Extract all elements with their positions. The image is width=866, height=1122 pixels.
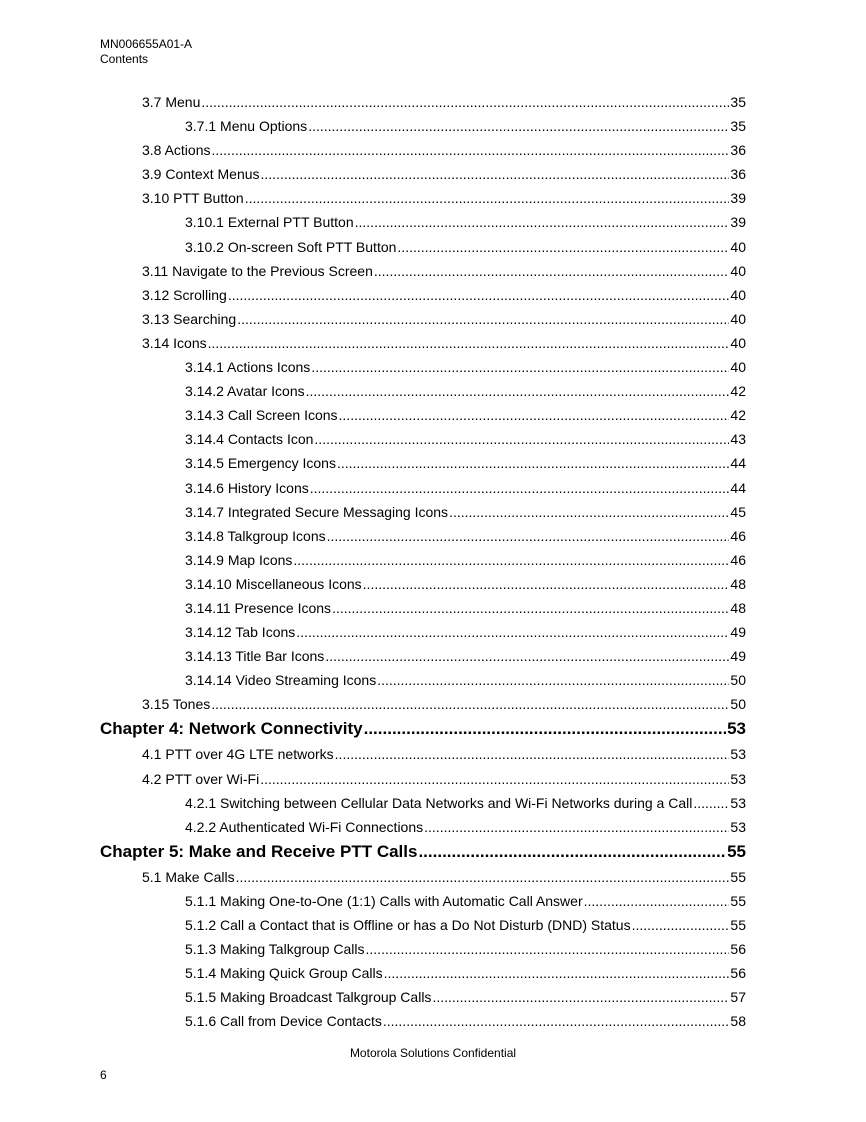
toc-entry[interactable]	[100, 379, 746, 403]
toc-entry[interactable]	[100, 937, 746, 961]
toc-leader-dots	[228, 283, 730, 307]
toc-leader-dots	[296, 620, 729, 644]
toc-leader-dots	[310, 476, 730, 500]
toc-entry-title: 5.1.5 Making Broadcast Talkgroup Calls	[185, 989, 432, 1006]
toc-entry-page: 53	[727, 719, 746, 739]
section-title: Contents	[100, 52, 149, 66]
toc-entry-page: 50	[730, 672, 746, 689]
toc-chapter-entry[interactable]	[100, 839, 746, 865]
toc-entry[interactable]	[100, 162, 746, 186]
toc-entry-title: 5.1.1 Making One-to-One (1:1) Calls with Automatic Call Answer	[185, 892, 583, 909]
toc-entry[interactable]	[100, 476, 746, 500]
table-of-contents	[100, 90, 746, 1033]
toc-entry-page: 55	[727, 841, 746, 861]
toc-entry[interactable]	[100, 427, 746, 451]
toc-leader-dots	[261, 162, 730, 186]
toc-entry-page: 55	[730, 917, 746, 933]
toc-entry[interactable]	[100, 307, 746, 331]
toc-chapter-entry[interactable]	[100, 716, 746, 742]
toc-leader-dots	[449, 500, 729, 524]
toc-leader-dots	[237, 307, 729, 331]
toc-entry-page: 36	[730, 142, 746, 159]
toc-entry[interactable]	[100, 138, 746, 162]
toc-entry-page: 56	[730, 941, 746, 958]
toc-entry-title: 3.10.2 On-screen Soft PTT Button	[185, 238, 397, 255]
toc-entry-title: 3.14.4 Contacts Icon	[185, 431, 314, 448]
toc-entry-title: 3.15 Tones	[142, 696, 211, 713]
toc-entry-title: 4.2.2 Authenticated Wi-Fi Connections	[185, 818, 424, 835]
toc-entry-title: 3.14.10 Miscellaneous Icons	[185, 575, 362, 592]
toc-entry-page: 44	[730, 479, 746, 496]
toc-leader-dots	[325, 644, 729, 668]
toc-entry-title: 3.14.5 Emergency Icons	[185, 455, 336, 472]
toc-entry[interactable]	[100, 355, 746, 379]
toc-entry-title: 4.1 PTT over 4G LTE networks	[142, 746, 334, 763]
toc-entry[interactable]	[100, 283, 746, 307]
toc-entry-title: 5.1.6 Call from Device Contacts	[185, 1013, 382, 1030]
toc-entry[interactable]	[100, 210, 746, 234]
toc-leader-dots	[332, 596, 729, 620]
toc-entry-page: 48	[730, 599, 746, 616]
toc-entry[interactable]	[100, 500, 746, 524]
toc-entry-title: 3.14 Icons	[142, 334, 207, 351]
page-header	[100, 37, 192, 67]
toc-entry-title: 3.10 PTT Button	[142, 190, 244, 207]
toc-leader-dots	[236, 865, 730, 889]
toc-entry-title: 3.14.9 Map Icons	[185, 551, 293, 568]
toc-entry-title: 4.2.1 Switching between Cellular Data Networks and Wi-Fi Networks during a Call	[185, 794, 693, 811]
toc-entry[interactable]	[100, 524, 746, 548]
toc-leader-dots	[337, 451, 729, 475]
toc-entry[interactable]	[100, 90, 746, 114]
toc-entry[interactable]	[100, 815, 746, 839]
toc-entry-page: 53	[730, 746, 746, 763]
toc-entry[interactable]	[100, 114, 746, 138]
toc-entry-title: 3.14.7 Integrated Secure Messaging Icons	[185, 503, 449, 520]
toc-entry[interactable]	[100, 668, 746, 692]
toc-entry-page: 50	[730, 696, 746, 713]
toc-entry[interactable]	[100, 1009, 746, 1033]
toc-entry[interactable]	[100, 451, 746, 475]
toc-entry-title: 3.10.1 External PTT Button	[185, 214, 354, 231]
toc-leader-dots	[397, 235, 729, 259]
toc-leader-dots	[211, 692, 729, 716]
toc-entry-page: 39	[730, 190, 746, 207]
toc-leader-dots	[693, 791, 729, 815]
toc-entry-title: 3.14.14 Video Streaming Icons	[185, 672, 377, 689]
toc-entry-title: 3.9 Context Menus	[142, 166, 260, 183]
page-number: 6	[100, 1068, 107, 1082]
toc-entry-title: 4.2 PTT over Wi-Fi	[142, 770, 260, 787]
confidential-footer: Motorola Solutions Confidential	[349, 1046, 517, 1060]
toc-entry-page: 53	[730, 818, 746, 835]
toc-leader-dots	[306, 379, 730, 403]
toc-entry-title: Chapter 4: Network Connectivity	[100, 719, 363, 739]
toc-entry-title: 5.1.3 Making Talkgroup Calls	[185, 941, 365, 958]
toc-entry-title: 5.1.4 Making Quick Group Calls	[185, 965, 383, 982]
toc-entry-page: 39	[730, 214, 746, 231]
toc-leader-dots	[418, 839, 726, 865]
toc-leader-dots	[201, 90, 729, 114]
toc-entry-title: 5.1.2 Call a Contact that is Offline or has a Do Not Disturb (DND) Status	[185, 917, 631, 933]
toc-entry[interactable]	[100, 186, 746, 210]
toc-entry[interactable]	[100, 331, 746, 355]
toc-entry-page: 42	[730, 383, 746, 400]
toc-entry[interactable]	[100, 985, 746, 1009]
toc-leader-dots	[293, 548, 729, 572]
toc-leader-dots	[374, 259, 730, 283]
toc-entry-title: 3.14.12 Tab Icons	[185, 624, 296, 641]
toc-entry-page: 55	[730, 892, 746, 909]
document-id: MN006655A01-A	[100, 37, 193, 51]
toc-entry[interactable]	[100, 572, 746, 596]
toc-entry-page: 42	[730, 407, 746, 424]
toc-entry-title: 3.14.13 Title Bar Icons	[185, 648, 325, 665]
toc-entry-page: 53	[730, 770, 746, 787]
toc-leader-dots	[327, 524, 730, 548]
toc-entry-title: Chapter 5: Make and Receive PTT Calls	[100, 841, 418, 861]
toc-leader-dots	[311, 355, 729, 379]
toc-leader-dots	[432, 985, 729, 1009]
toc-entry-page: 58	[730, 1013, 746, 1030]
toc-entry-page: 35	[730, 94, 746, 110]
toc-entry-title: 5.1 Make Calls	[142, 868, 235, 885]
toc-entry[interactable]	[100, 692, 746, 716]
toc-leader-dots	[383, 1009, 730, 1033]
toc-entry-page: 49	[730, 648, 746, 665]
toc-entry-page: 57	[730, 989, 746, 1006]
toc-entry-page: 46	[730, 551, 746, 568]
toc-entry[interactable]	[100, 865, 746, 889]
toc-leader-dots	[335, 742, 730, 766]
toc-leader-dots	[584, 889, 730, 913]
toc-entry[interactable]	[100, 548, 746, 572]
toc-entry-title: 3.14.8 Talkgroup Icons	[185, 527, 326, 544]
toc-entry-page: 53	[730, 794, 746, 811]
toc-entry-title: 3.14.3 Call Screen Icons	[185, 407, 338, 424]
toc-leader-dots	[363, 572, 730, 596]
toc-entry-page: 45	[730, 503, 746, 520]
toc-entry-title: 3.7.1 Menu Options	[185, 118, 308, 135]
toc-entry-title: 3.14.11 Presence Icons	[185, 599, 332, 616]
toc-entry-page: 40	[730, 262, 746, 279]
toc-entry-title: 3.13 Searching	[142, 310, 237, 327]
toc-entry[interactable]	[100, 767, 746, 791]
toc-leader-dots	[632, 913, 730, 937]
toc-entry-title: 3.7 Menu	[142, 94, 201, 110]
toc-entry[interactable]	[100, 644, 746, 668]
toc-entry-page: 40	[730, 334, 746, 351]
toc-leader-dots	[308, 114, 729, 138]
toc-entry[interactable]	[100, 620, 746, 644]
toc-entry[interactable]	[100, 791, 746, 815]
toc-entry-title: 3.14.6 History Icons	[185, 479, 309, 496]
toc-entry-page: 46	[730, 527, 746, 544]
toc-leader-dots	[212, 138, 730, 162]
toc-entry-page: 40	[730, 359, 746, 376]
toc-entry-page: 43	[730, 431, 746, 448]
toc-entry-title: 3.14.2 Avatar Icons	[185, 383, 305, 400]
toc-leader-dots	[260, 767, 729, 791]
toc-leader-dots	[377, 668, 729, 692]
toc-entry-page: 40	[730, 238, 746, 255]
toc-entry-title: 3.14.1 Actions Icons	[185, 359, 311, 376]
toc-entry[interactable]	[100, 259, 746, 283]
toc-entry-page: 44	[730, 455, 746, 472]
toc-entry[interactable]	[100, 961, 746, 985]
toc-leader-dots	[424, 815, 729, 839]
toc-entry[interactable]	[100, 742, 746, 766]
toc-leader-dots	[366, 937, 730, 961]
toc-entry[interactable]	[100, 235, 746, 259]
toc-entry-page: 40	[730, 286, 746, 303]
toc-leader-dots	[364, 716, 726, 742]
toc-entry[interactable]	[100, 889, 746, 913]
toc-entry-page: 55	[730, 868, 746, 885]
toc-leader-dots	[355, 210, 730, 234]
toc-entry-page: 35	[730, 118, 746, 135]
toc-entry-title: 3.12 Scrolling	[142, 286, 227, 303]
toc-entry-page: 48	[730, 575, 746, 592]
toc-entry-page: 40	[730, 310, 746, 327]
toc-entry-page: 36	[730, 166, 746, 183]
toc-entry-title: 3.11 Navigate to the Previous Screen	[142, 262, 373, 279]
toc-entry-title: 3.8 Actions	[142, 142, 211, 159]
toc-entry[interactable]	[100, 913, 746, 937]
toc-entry-page: 49	[730, 624, 746, 641]
toc-entry-page: 56	[730, 965, 746, 982]
toc-entry[interactable]	[100, 596, 746, 620]
toc-entry[interactable]	[100, 403, 746, 427]
toc-leader-dots	[339, 403, 730, 427]
toc-leader-dots	[314, 427, 729, 451]
toc-leader-dots	[208, 331, 730, 355]
toc-leader-dots	[245, 186, 730, 210]
toc-leader-dots	[384, 961, 730, 985]
